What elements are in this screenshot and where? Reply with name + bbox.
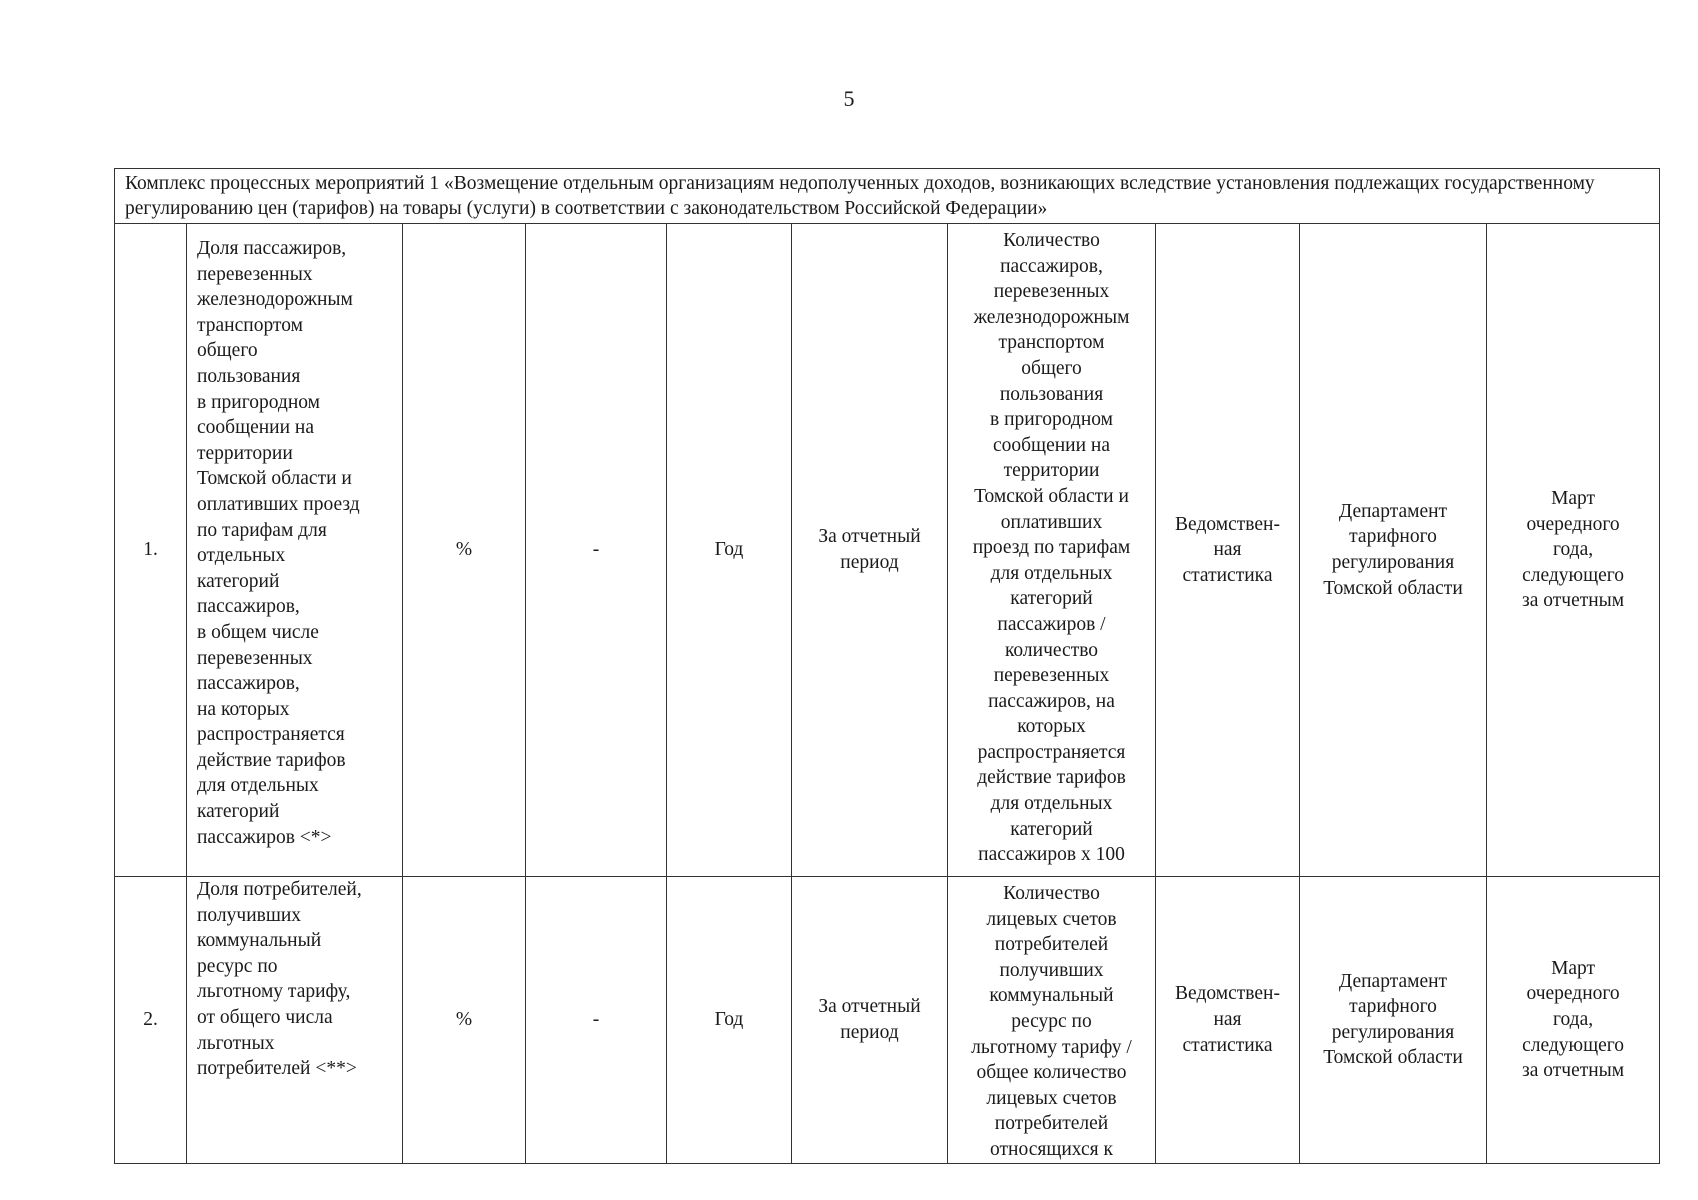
deadline-cell: Март очередного года, следующего за отчетным	[1487, 877, 1660, 1164]
formula-cell: Количество пассажиров, перевезенных железнодорожным транспортом общего пользования в пригородном сообщении на территории Томской области и оплативших проезд по тарифам для отдельных категорий пассажиров / количество перевезенных пассажиров, на которых распространяется действие тарифов для отдельных категорий пассажиров х 100	[948, 224, 1156, 877]
responsible-cell: Департамент тарифного регулирования Томской области	[1300, 224, 1487, 877]
responsible-cell: Департамент тарифного регулирования Томской области	[1300, 877, 1487, 1164]
page-number: 5	[843, 86, 855, 111]
formula-cell: Количество лицевых счетов потребителей получивших коммунальный ресурс по льготному тарифу / общее количество лицевых счетов потребителей относящихся к	[948, 877, 1156, 1164]
unit-cell: %	[403, 877, 526, 1164]
indicator-name: Доля пассажиров, перевезенных железнодорожным транспортом общего пользования в пригородном сообщении на территории Томской области и оплативших проезд по тарифам для отдельных категорий пассажиров, в общем числе перевезенных пассажиров, на которых распространяется действие тарифов для отдельных категорий пассажиров <*>	[187, 224, 403, 877]
table-row	[115, 224, 1660, 877]
row-number: 2.	[115, 877, 187, 1164]
section-header: Комплекс процессных мероприятий 1 «Возмещение отдельным организациям недополученных доходов, возникающих вследствие установления подлежащих государственному регулированию цен (тарифов) на товары (услуги) в соответствии с законодательством Российской Федерации»	[115, 169, 1660, 224]
unit-cell: %	[403, 224, 526, 877]
deadline-cell: Март очередного года, следующего за отчетным	[1487, 224, 1660, 877]
row-number: 1.	[115, 224, 187, 877]
table-row	[115, 877, 1660, 1164]
periodicity-cell: Год	[667, 224, 792, 877]
section-header-row	[115, 169, 1660, 224]
base-value-cell: -	[526, 224, 667, 877]
source-cell: Ведомствен- ная статистика	[1156, 877, 1300, 1164]
source-cell: Ведомствен- ная статистика	[1156, 224, 1300, 877]
indicators-table	[114, 168, 1660, 1164]
base-value-cell: -	[526, 877, 667, 1164]
interval-cell: За отчетный период	[792, 877, 948, 1164]
interval-cell: За отчетный период	[792, 224, 948, 877]
periodicity-cell: Год	[667, 877, 792, 1164]
indicator-name: Доля потребителей, получивших коммунальный ресурс по льготному тарифу, от общего числа льготных потребителей <**>	[187, 877, 403, 1164]
